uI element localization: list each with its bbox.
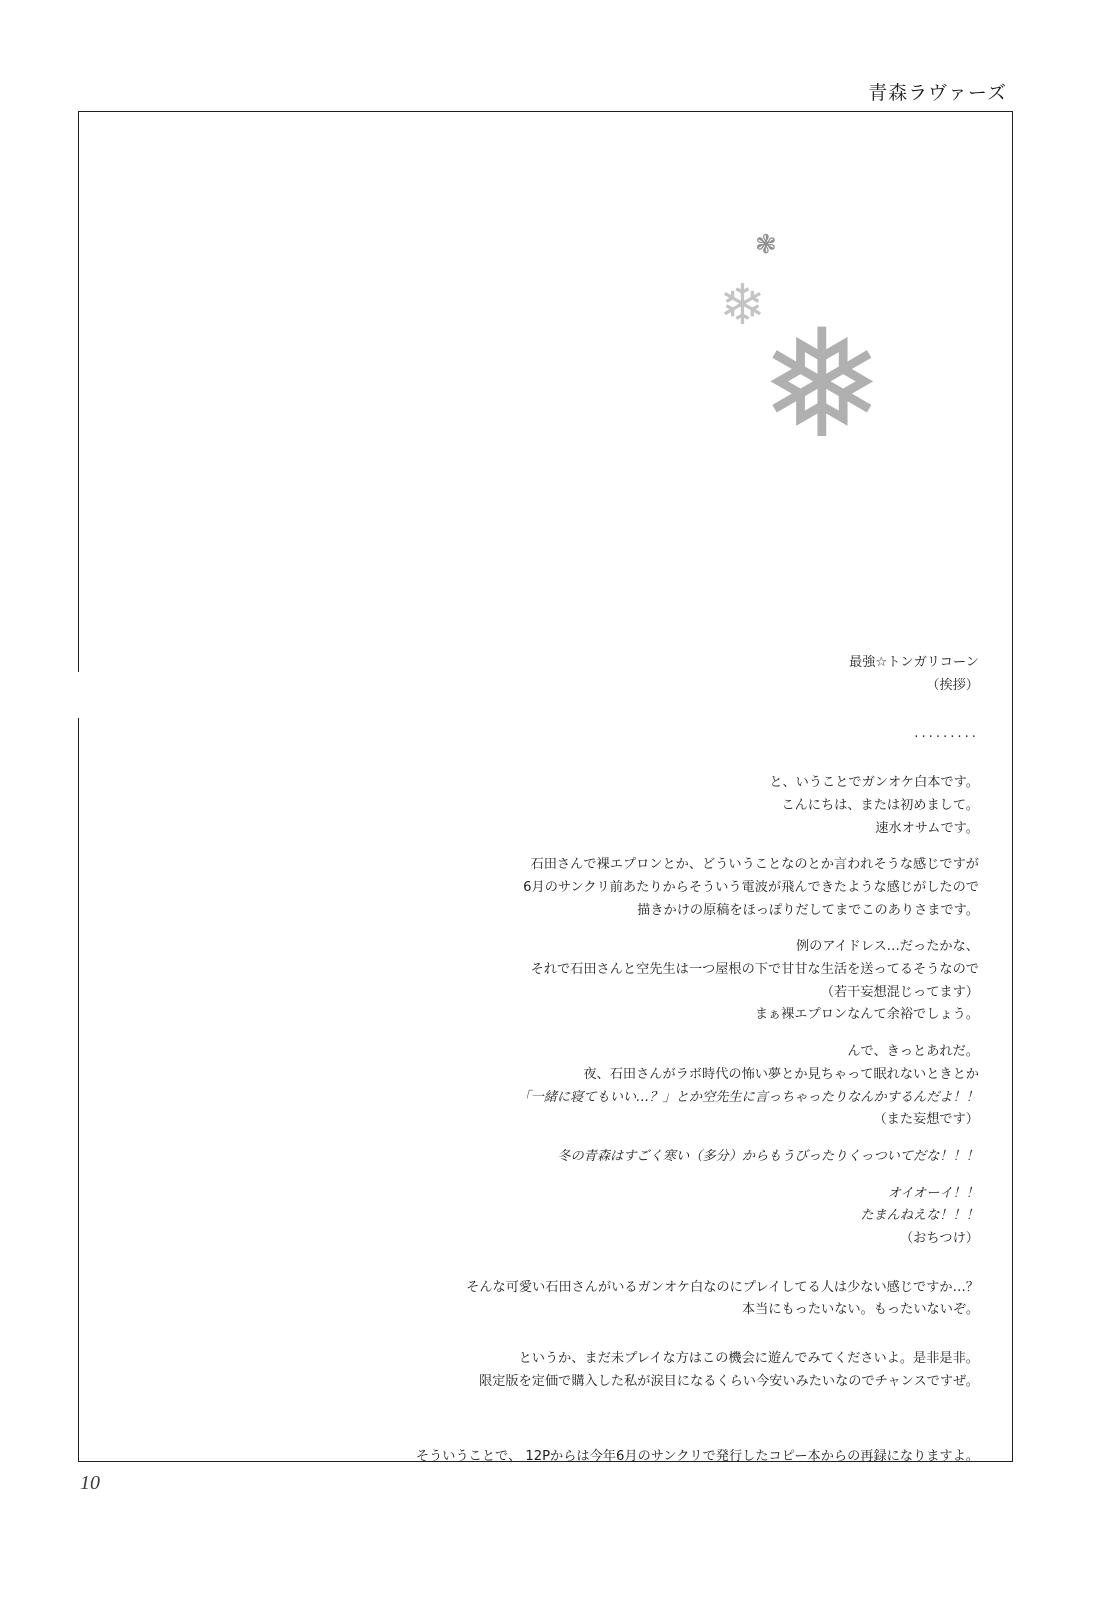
snowflake-icon: ❅ [759, 300, 885, 468]
afterword-paragraph [279, 936, 979, 1027]
afterword-paragraph [279, 1446, 979, 1469]
afterword-line: （また妄想です） [873, 1112, 979, 1128]
afterword-paragraph [279, 1348, 979, 1393]
afterword-paragraph [279, 1146, 979, 1169]
afterword-line: 「一緒に寝てもいい…？」とか空先生に言っちゃったりなんかするんだよ！！ [517, 1089, 979, 1105]
afterword-heading-line: 最強☆トンガリコーン [849, 655, 979, 670]
snowflake-icon: ❃ [755, 229, 777, 259]
afterword-line: まぁ裸エプロンなんて余裕でしょう。 [754, 1007, 979, 1023]
snowflake-icon: ❄ [719, 273, 766, 336]
afterword-line: 本当にもったいない。もったいないぞ。 [741, 1302, 979, 1318]
afterword-line: オイオーイ！！ [887, 1185, 979, 1201]
afterword-line: こんにちは、または初めまして。 [781, 797, 979, 813]
afterword-line: んで、きっとあれだ。 [847, 1044, 979, 1060]
afterword-line: 6月のサンクリ前あたりからそういう電波が飛んできたような感じがしたので [523, 879, 979, 895]
afterword-paragraph [279, 1277, 979, 1322]
afterword-paragraph [279, 854, 979, 922]
afterword-line: 限定版を定価で購入した私が涙目になるくらい今安いみたいなのでチャンスですぜ。 [479, 1373, 979, 1389]
page-header-title: 青森ラヴァーズ [868, 82, 1007, 104]
afterword-line: （おちつけ） [900, 1231, 979, 1247]
frame-artifact [78, 672, 81, 718]
afterword-paragraph [279, 772, 979, 840]
afterword-line: 石田さんで裸エプロンとか、どういうことなのとか言われそうな感じですが [530, 857, 979, 873]
afterword-line: 夜、石田さんがラボ時代の怖い夢とか見ちゃって眠れないときとか [583, 1066, 979, 1082]
afterword-line: そういうことで、 12Pからは今年6月のサンクリで発行したコピー本からの再録になりますよ。 [415, 1448, 979, 1464]
afterword-heading-sub: （挨拶） [926, 677, 979, 693]
afterword-line: というか、まだ未プレイな方はこの機会に遊んでみてくださいよ。是非是非。 [518, 1351, 979, 1367]
afterword-line: たまんねえな！！！ [860, 1208, 979, 1224]
afterword-line: 例のアイドレス…だったかな、 [795, 939, 979, 955]
afterword-line: それで石田さんと空先生は一つ屋根の下で甘甘な生活を送ってるそうなので [530, 962, 979, 978]
afterword-heading [279, 652, 979, 697]
afterword-line: 描きかけの原稿をほっぽりだしてまでこのありさまです。 [637, 902, 979, 918]
afterword-text [279, 652, 979, 1468]
afterword-line: （若干妄想混じってます） [820, 984, 979, 1000]
afterword-ellipsis: ......... [914, 726, 979, 742]
afterword-line: 冬の青森はすごく寒い（多分）からもうびったりくっついてだな！！！ [557, 1148, 979, 1164]
page-frame [78, 111, 1013, 1462]
page-number: 10 [80, 1472, 100, 1494]
afterword-paragraph [279, 1041, 979, 1132]
afterword-paragraph [279, 1183, 979, 1251]
afterword-line: 速水オサムです。 [875, 820, 979, 836]
afterword-line: そんな可愛い石田さんがいるガンオケ白なのにプレイしてる人は少ない感じですか…？ [466, 1279, 979, 1295]
afterword-line: と、いうことでガンオケ白本です。 [769, 775, 979, 791]
